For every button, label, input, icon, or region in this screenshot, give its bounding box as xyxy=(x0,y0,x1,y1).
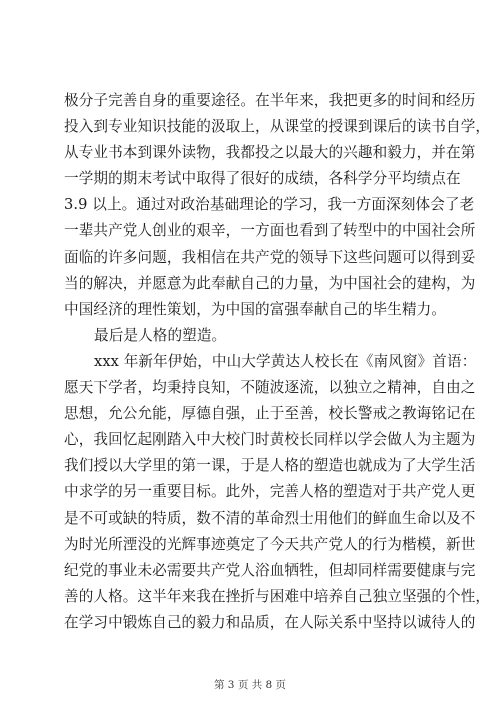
section-heading-line: 最后是人格的塑造。 xyxy=(94,326,227,344)
text-line: 一学期的期末考试中取得了很好的成绩，各科学分平均绩点在 xyxy=(64,170,461,188)
paragraph-first-line: xxx 年新年伊始，中山大学黄达人校长在《南风窗》首语： xyxy=(94,352,477,370)
text-line: 面临的许多问题，我相信在共产党的领导下这些问题可以得到妥 xyxy=(64,248,476,266)
text-line: 一辈共产党人创业的艰辛，一方面也看到了转型中的中国社会所 xyxy=(64,222,476,240)
text-line: 纪党的事业未必需要共产党人浴血牺牲，但却同样需要健康与完 xyxy=(64,561,476,579)
text-line: 当的解决，并愿意为此奉献自己的力量，为中国社会的建构，为 xyxy=(64,274,476,292)
text-line: 愿天下学者，均秉持良知，不随波逐流，以独立之精神，自由之 xyxy=(64,379,476,397)
text-line: 从专业书本到课外读物，我都投之以最大的兴趣和毅力，并在第 xyxy=(64,144,476,162)
text-line: 心，我回忆起刚踏入中大校门时黄校长同样以学会做人为主题为 xyxy=(64,431,476,449)
page-number-footer: 第 3 页 共 8 页 xyxy=(213,679,287,691)
text-line: 思想，允公允能，厚德自强，止于至善，校长警戒之教诲铭记在 xyxy=(64,405,476,423)
text-line: 在学习中锻炼自己的毅力和品质，在人际关系中坚持以诚待人的 xyxy=(64,613,476,631)
text-line: 中求学的另一重要目标。此外，完善人格的塑造对于共产党人更 xyxy=(64,483,476,501)
text-line: 3.9 以上。通过对政治基础理论的学习，我一方面深刻体会了老 xyxy=(64,196,475,214)
text-line: 极分子完善自身的重要途径。在半年来，我把更多的时间和经历 xyxy=(64,92,476,109)
text-line: 是不可或缺的特质，数不清的革命烈士用他们的鲜血生命以及不 xyxy=(64,509,476,527)
text-line: 中国经济的理性策划，为中国的富强奉献自己的毕生精力。 xyxy=(64,300,447,318)
text-line: 善的人格。这半年来我在挫折与困难中培养自己独立坚强的个性， xyxy=(64,587,491,605)
text-line: 为时光所湮没的光辉事迹奠定了今天共产党人的行为楷模，新世 xyxy=(64,535,476,553)
body-text xyxy=(64,88,491,636)
text-line: 投入到专业知识技能的汲取上，从课堂的授课到课后的读书自学， xyxy=(64,118,491,136)
text-line: 我们授以大学里的第一课，于是人格的塑造也就成为了大学生活 xyxy=(64,457,476,475)
